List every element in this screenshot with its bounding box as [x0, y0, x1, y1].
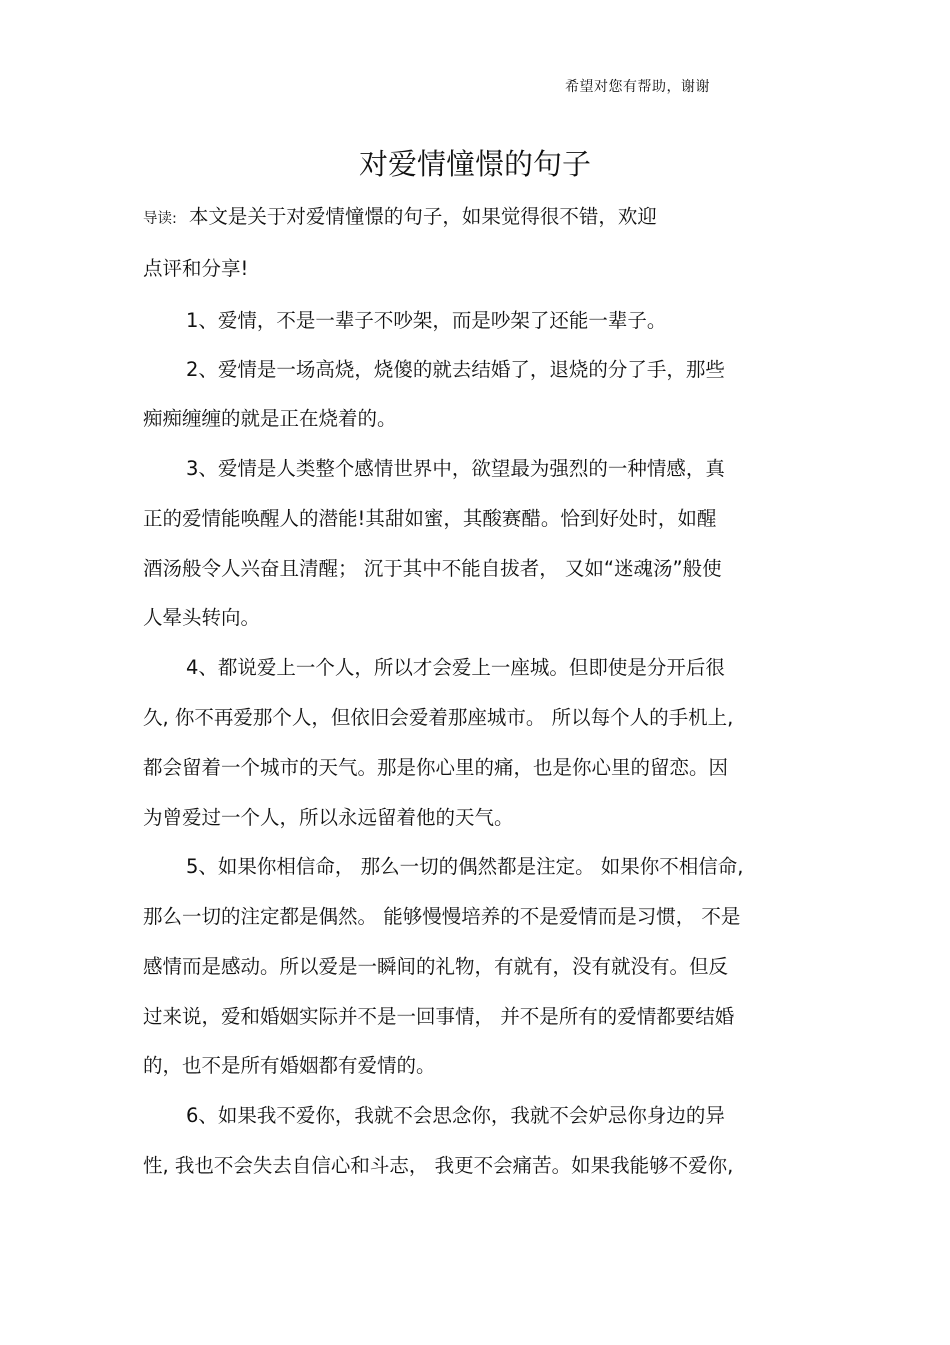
paragraph-line: 久, 你不再爱那个人，但依旧会爱着那座城市。 所以每个人的手机上, [143, 706, 734, 729]
paragraph-line: 3、爱情是人类整个感情世界中，欲望最为强烈的一种情感，真 [186, 457, 725, 480]
paragraph-line: 人晕头转向。 [143, 606, 261, 629]
page-title: 对爱情憧憬的句子 [358, 147, 591, 181]
paragraph-line: 2、爱情是一场高烧，烧傻的就去结婚了，退烧的分了手，那些 [186, 358, 725, 381]
intro-text-1: 本文是关于对爱情憧憬的句子，如果觉得很不错，欢迎 [188, 205, 657, 228]
paragraph-line: 正的爱情能唤醒人的潜能!其甜如蜜，其酸赛醋。恰到好处时，如醒 [143, 507, 717, 530]
paragraph-line: 5、如果你相信命， 那么一切的偶然都是注定。 如果你不相信命, [186, 855, 744, 878]
paragraph-line: 过来说，爱和婚姻实际并不是一回事情， 并不是所有的爱情都要结婚 [143, 1005, 735, 1028]
header-note: 希望对您有帮助，谢谢 [565, 79, 710, 95]
paragraph-line: 1、爱情，不是一辈子不吵架，而是吵架了还能一辈子。 [186, 309, 667, 332]
intro-line-2: 点评和分享! [143, 257, 249, 280]
paragraph-line: 都会留着一个城市的天气。那是你心里的痛，也是你心里的留恋。因 [143, 756, 729, 779]
paragraph-line: 性, 我也不会失去自信心和斗志， 我更不会痛苦。如果我能够不爱你, [143, 1154, 734, 1177]
paragraph-line: 那么一切的注定都是偶然。 能够慢慢培养的不是爱情而是习惯， 不是 [143, 905, 741, 928]
paragraph-line: 感情而是感动。所以爱是一瞬间的礼物，有就有，没有就没有。但反 [143, 955, 729, 978]
paragraph-line: 4、都说爱上一个人，所以才会爱上一座城。但即使是分开后很 [186, 656, 725, 679]
paragraph-line: 为曾爱过一个人，所以永远留着他的天气。 [143, 806, 514, 829]
intro-line-1 [143, 207, 657, 227]
paragraph-line: 酒汤般令人兴奋且清醒； 沉于其中不能自拔者， 又如“迷魂汤”般使 [143, 557, 722, 580]
paragraph-line: 痴痴缠缠的就是正在烧着的。 [143, 407, 397, 430]
intro-label: 导读: [143, 211, 177, 227]
paragraph-line: 6、如果我不爱你，我就不会思念你，我就不会妒忌你身边的异 [186, 1104, 725, 1127]
paragraph-line: 的，也不是所有婚姻都有爱情的。 [143, 1054, 436, 1077]
